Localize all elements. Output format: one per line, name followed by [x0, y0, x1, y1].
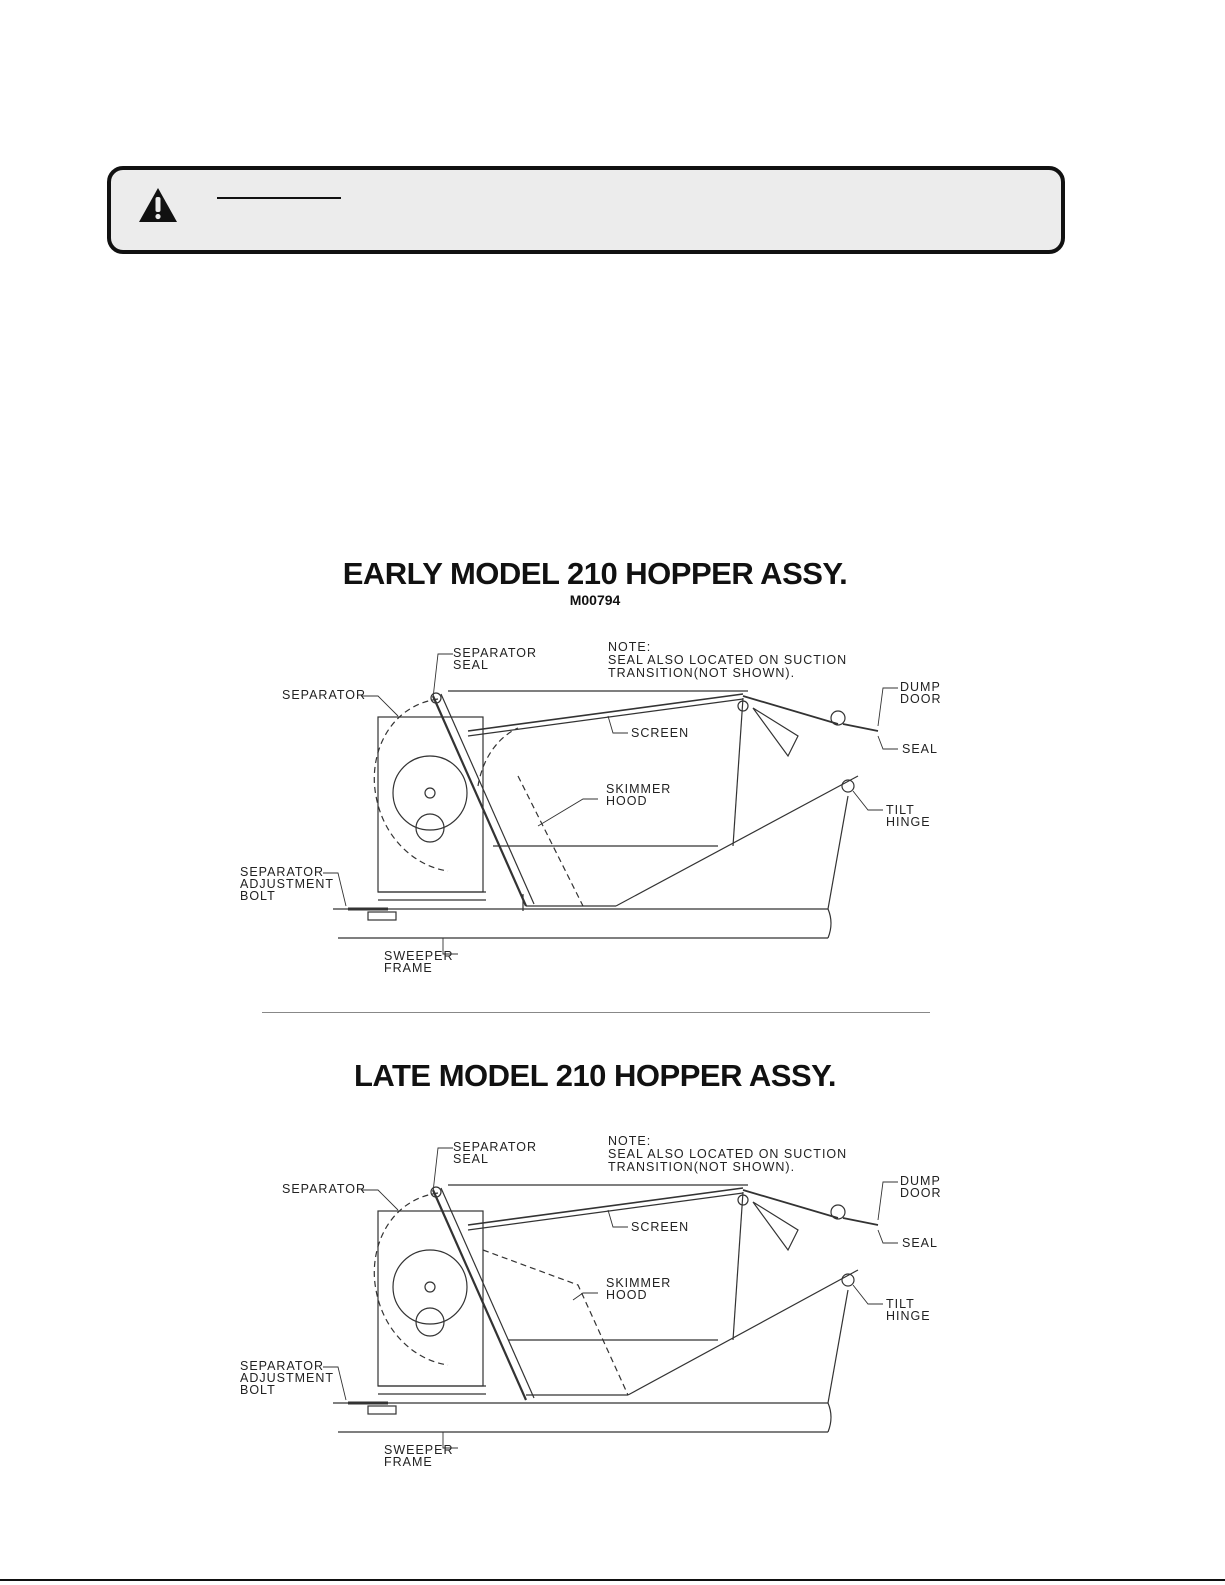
label-dump-door-2: DOOR	[900, 692, 942, 706]
warning-box	[107, 166, 1065, 254]
separator-volute	[374, 699, 448, 871]
label-skimmer-hood-2: HOOD	[606, 794, 648, 808]
label-separator: SEPARATOR	[282, 688, 367, 702]
label-note-3: TRANSITION(NOT SHOWN).	[608, 1160, 796, 1174]
label-screen: SCREEN	[631, 1220, 690, 1234]
label-note-1: NOTE:	[608, 640, 652, 654]
sweeper-frame-end	[828, 909, 831, 938]
label-separator-seal-1: SEPARATOR	[453, 1140, 538, 1154]
label-separator-seal-1: SEPARATOR	[453, 646, 538, 660]
label-tilt-hinge-1: TILT	[886, 803, 915, 817]
label-skimmer-hood-2: HOOD	[606, 1288, 648, 1302]
label-separator: SEPARATOR	[282, 1182, 367, 1196]
dump-door-bracket	[753, 1202, 798, 1250]
skimmer-hood	[483, 1250, 628, 1395]
label-sweeper-frame-1: SWEEPER	[384, 1443, 454, 1457]
label-dump-door-1: DUMP	[900, 1174, 941, 1188]
label-seal: SEAL	[902, 742, 938, 756]
sweeper-frame-end	[828, 1403, 831, 1432]
label-sweeper-frame-2: FRAME	[384, 961, 433, 975]
label-sweeper-frame-1: SWEEPER	[384, 949, 454, 963]
dump-door-seal	[843, 1218, 878, 1225]
fan-wheel	[393, 756, 467, 830]
figure-title-early: EARLY MODEL 210 HOPPER ASSY.	[342, 556, 848, 591]
label-note-3: TRANSITION(NOT SHOWN).	[608, 666, 796, 680]
hopper-back	[733, 698, 743, 846]
warning-triangle-icon	[137, 186, 179, 224]
label-adj-bolt-3: BOLT	[240, 1383, 276, 1397]
dump-door-seal	[843, 724, 878, 731]
separator-seal-plate	[433, 696, 526, 906]
label-adj-bolt-1: SEPARATOR	[240, 865, 325, 879]
screen	[468, 694, 743, 731]
label-skimmer-hood-1: SKIMMER	[606, 1276, 672, 1290]
figure-divider	[262, 1012, 930, 1013]
label-adj-bolt-1: SEPARATOR	[240, 1359, 325, 1373]
label-screen: SCREEN	[631, 726, 690, 740]
hopper-diagram-early	[238, 636, 958, 992]
label-adj-bolt-3: BOLT	[240, 889, 276, 903]
fan-wheel	[393, 1250, 467, 1324]
skimmer-hood	[518, 776, 583, 906]
label-adj-bolt-2: ADJUSTMENT	[240, 1371, 335, 1385]
label-seal: SEAL	[902, 1236, 938, 1250]
hopper-diagram-late	[238, 1130, 958, 1486]
label-separator-seal-2: SEAL	[453, 1152, 489, 1166]
label-sweeper-frame-2: FRAME	[384, 1455, 433, 1469]
separator-seal-plate	[433, 1190, 526, 1400]
figure-title-late: LATE MODEL 210 HOPPER ASSY.	[353, 1058, 837, 1093]
label-note-2: SEAL ALSO LOCATED ON SUCTION	[608, 653, 848, 667]
label-tilt-hinge-2: HINGE	[886, 815, 931, 829]
label-tilt-hinge-1: TILT	[886, 1297, 915, 1311]
label-note-2: SEAL ALSO LOCATED ON SUCTION	[608, 1147, 848, 1161]
label-tilt-hinge-2: HINGE	[886, 1309, 931, 1323]
figure-code: M00794	[569, 592, 621, 608]
label-dump-door-2: DOOR	[900, 1186, 942, 1200]
label-skimmer-hood-1: SKIMMER	[606, 782, 672, 796]
dump-door-bracket	[753, 708, 798, 756]
label-adj-bolt-2: ADJUSTMENT	[240, 877, 335, 891]
label-dump-door-1: DUMP	[900, 680, 941, 694]
hopper-back	[733, 1192, 743, 1340]
label-note-1: NOTE:	[608, 1134, 652, 1148]
warning-heading-underline	[217, 197, 341, 199]
separator-volute	[374, 1193, 448, 1365]
page-footer-rule	[0, 1579, 1225, 1581]
label-separator-seal-2: SEAL	[453, 658, 489, 672]
screen	[468, 1188, 743, 1225]
